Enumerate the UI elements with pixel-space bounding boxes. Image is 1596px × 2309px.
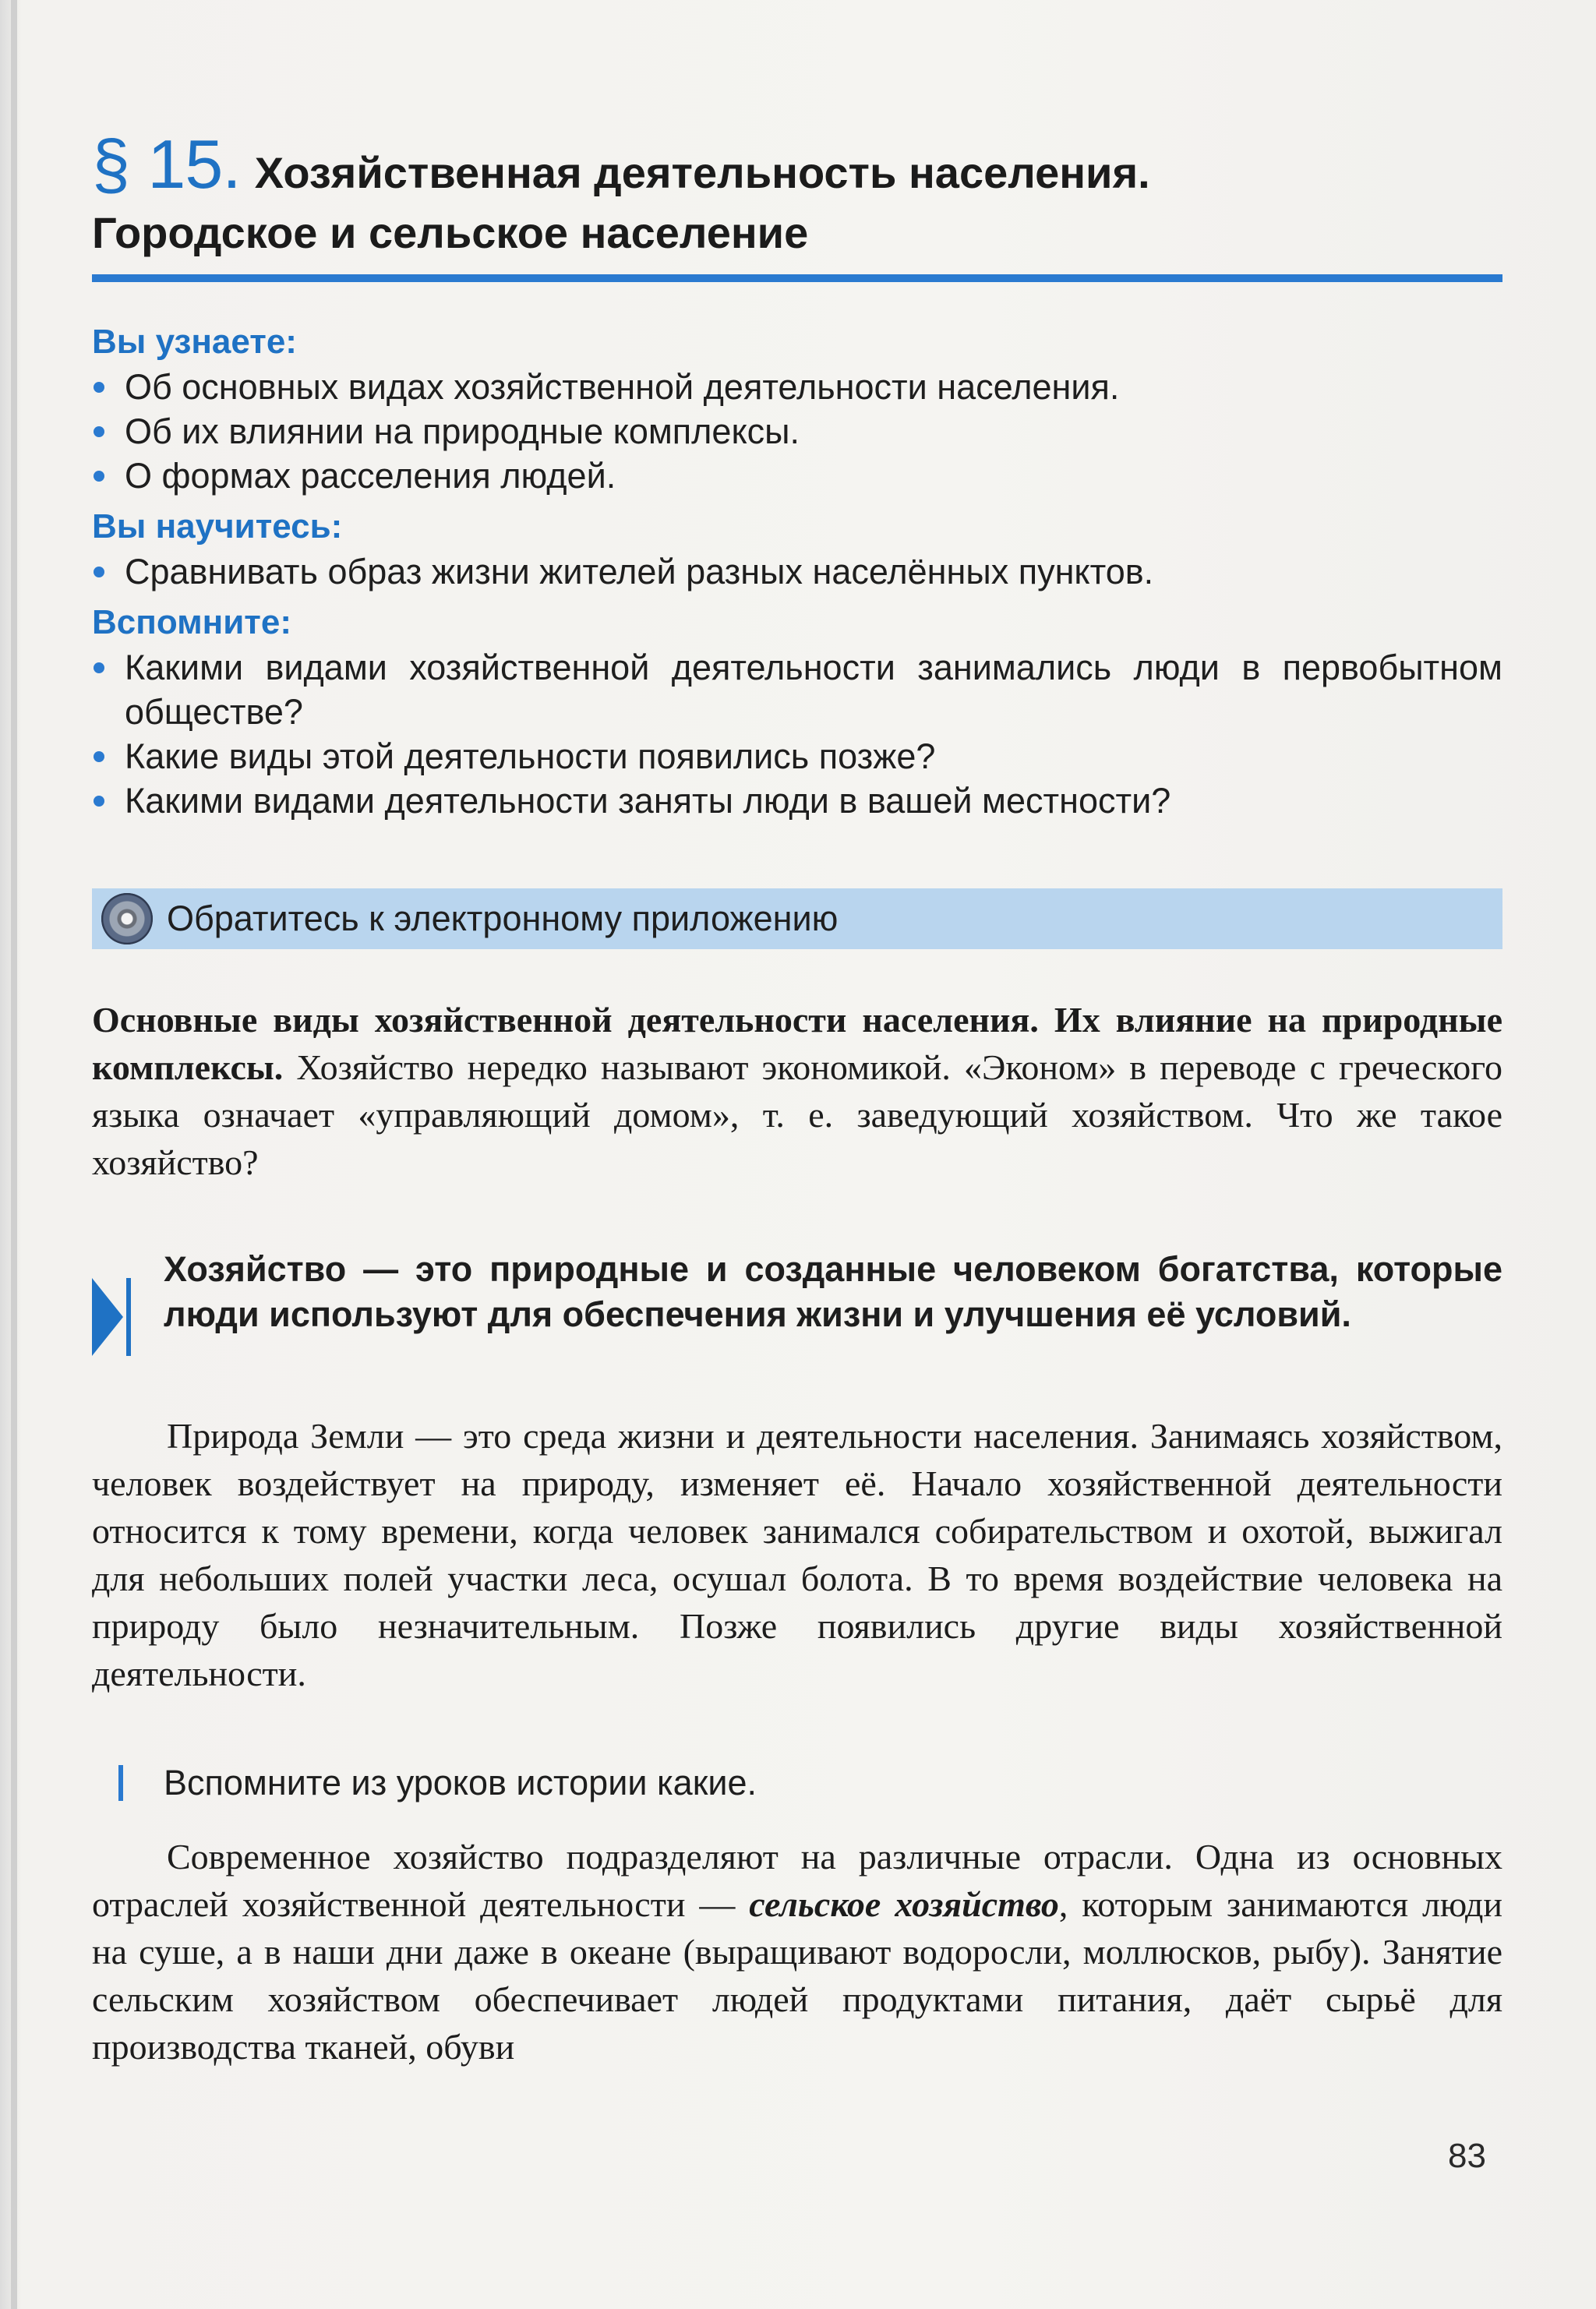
history-recall-note	[92, 1763, 1502, 1803]
recall-list	[92, 645, 1502, 823]
cd-disc-icon	[101, 893, 153, 944]
definition-marker-bar	[126, 1278, 131, 1356]
section-header	[92, 125, 1502, 258]
list-item: Об основных видах хозяйственной деятельности населения.	[92, 365, 1502, 409]
body-paragraph-3: Современное хозяйство подразделяют на различные отрасли. Одна из основных отраслей хозяйственной деятельности — сельское хозяйство, которым занимаются люди на суше, а в наши дни даже в океане (выращивают водоросли, моллюсков, рыбу). Занятие сельским хозяйством обеспечивает людей продуктами питания, даёт сырьё для производства тканей, обуви	[92, 1837, 1502, 2067]
history-recall-text: Вспомните из уроков истории какие.	[164, 1763, 757, 1802]
bullet-dot-icon	[94, 471, 104, 482]
section-title-part2: Городское и сельское население	[92, 208, 809, 257]
page-spine-shadow	[11, 0, 17, 2309]
bullet-dot-icon	[94, 796, 104, 807]
bullet-dot-icon	[94, 426, 104, 437]
definition-marker-icon	[92, 1278, 123, 1356]
list-item: Какие виды этой деятельности появились позже?	[92, 734, 1502, 778]
section-title-part1: Хозяйственная деятельность населения.	[254, 148, 1150, 197]
bullet-dot-icon	[94, 567, 104, 577]
list-item: Какими видами деятельности заняты люди в вашей местности?	[92, 778, 1502, 823]
section-bold-heading: Основные виды хозяйственной деятельности населения. Их влияние на природные комплексы.	[92, 1000, 1502, 1087]
bullet-dot-icon	[94, 751, 104, 762]
term-agriculture: сельское хозяйство	[749, 1884, 1059, 1924]
electronic-app-strip[interactable]	[92, 888, 1502, 949]
definition-block	[92, 1247, 1502, 1395]
you-will-learn-heading: Вы узнаете:	[92, 323, 297, 361]
you-will-be-able-heading: Вы научитесь:	[92, 507, 343, 545]
list-item: Об их влиянии на природные комплексы.	[92, 409, 1502, 454]
learning-goals	[92, 320, 1502, 823]
body-paragraph-2: Природа Земли — это среда жизни и деятельности населения. Занимаясь хозяйством, человек воздействует на природу, изменяет её. Начало хозяйственной деятельности относится к тому времени, когда человек занимался собирательством и охотой, выжигал для небольших полей участки леса, осушал болота. В то время воздействие человека на природу было незначительным. Позже появились другие виды хозяйственной деятельности.	[92, 1416, 1502, 1693]
list-item: Какими видами хозяйственной деятельности занимались люди в первобытном обществе?	[92, 645, 1502, 734]
paragraph-number: § 15.	[92, 125, 241, 203]
page-number: 83	[1448, 2137, 1486, 2175]
recall-heading: Вспомните:	[92, 603, 291, 641]
electronic-app-label: Обратитесь к электронному приложению	[167, 899, 839, 938]
section-intro-paragraph	[92, 996, 1502, 1186]
title-line-1	[92, 125, 1502, 204]
definition-text: Хозяйство — это природные и созданные человеком богатства, которые люди используют для обеспечения жизни и улучшения её условий.	[164, 1249, 1502, 1334]
list-item: Сравнивать образ жизни жителей разных населённых пунктов.	[92, 549, 1502, 594]
list-item: О формах расселения людей.	[92, 454, 1502, 498]
you-will-learn-list	[92, 365, 1502, 498]
you-will-be-able-list	[92, 549, 1502, 594]
bullet-dot-icon	[94, 382, 104, 393]
bullet-dot-icon	[94, 662, 104, 673]
note-marker-bar	[118, 1765, 123, 1801]
header-divider	[92, 274, 1502, 282]
section-intro-text: Хозяйство нередко называют экономикой. «Эконом» в переводе с греческого языка означает «управляющий домом», т. е. заведующий хозяйством. Что же такое хозяйство?	[92, 1047, 1502, 1182]
